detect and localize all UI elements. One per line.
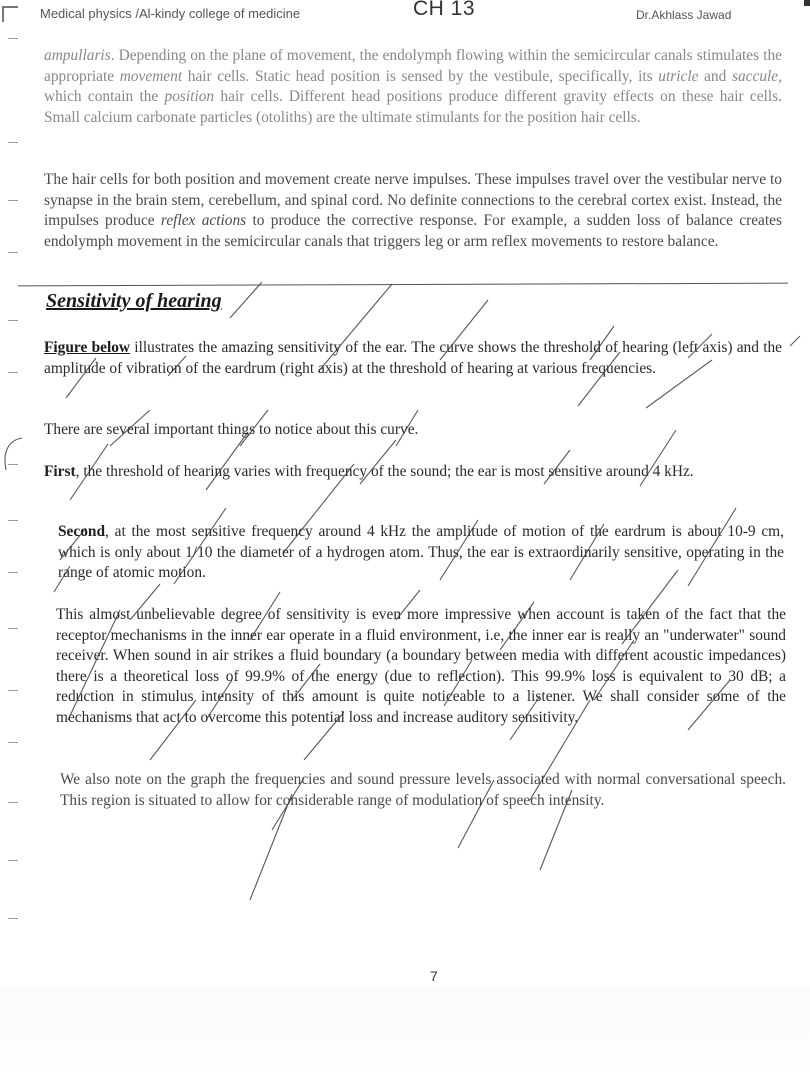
margin-tick bbox=[8, 200, 18, 201]
margin-tick bbox=[8, 802, 18, 803]
section-divider bbox=[18, 283, 788, 287]
margin-tick bbox=[8, 142, 18, 143]
margin-tick bbox=[8, 520, 18, 521]
pen-stroke bbox=[790, 336, 800, 346]
margin-tick bbox=[8, 742, 18, 743]
paragraph-sensitivity: This almost unbelievable degree of sensitivity is even more impressive when account is taken of the fact that the receptor mechanisms in the inner ear operate in a fluid environment, i.e, the inner ear is really an "underwater" sound receiver. When sound in air strikes a fluid boundary (a boundary between media with different acoustic impedances) there is a theoretical loss of 99.9% of the energy (due to reflection). This 99.9% loss is equivalent to 30 dB; a reduction in stimulus intensity of this amount is quite noticeable to a listener. We shall consider some of the mechanisms that act to overcome this potential loss and increase auditory sensitivity. bbox=[56, 606, 786, 726]
header-author: Dr.Akhlass Jawad bbox=[636, 8, 732, 22]
paragraph-nerve-impulses: The hair cells for both position and movement create nerve impulses. These impulses travel over the vestibular nerve to synapse in the brain stem, cerebellum, and spinal cord. No definite connections to the cerebral cortex exist. Instead, the impulses produce reflex actions to produce the corrective response. For example, a sudden loss of balance creates endolymph movement in the semicircular canals that triggers leg or arm reflex movements to restore balance. bbox=[44, 171, 782, 250]
page-number: 7 bbox=[430, 968, 438, 984]
margin-tick bbox=[8, 628, 18, 629]
margin-tick bbox=[8, 252, 18, 253]
paragraph-first: First, the threshold of hearing varies with frequency of the sound; the ear is most sensitive around 4 kHz. bbox=[44, 463, 694, 480]
paragraph-notice: There are several important things to notice about this curve. bbox=[44, 421, 419, 438]
paragraph-figure-intro: Figure below illustrates the amazing sensitivity of the ear. The curve shows the threshold of hearing (left axis) and the amplitude of vibration of the eardrum (right axis) at the threshold of hearing at various frequencies. bbox=[44, 339, 782, 377]
header-institution: Medical physics /Al-kindy college of medicine bbox=[40, 6, 301, 21]
section-heading: Sensitivity of hearing bbox=[46, 290, 222, 312]
margin-tick bbox=[8, 860, 18, 861]
scan-bottom-margin bbox=[0, 985, 810, 1080]
pen-stroke bbox=[5, 438, 22, 470]
scan-corner-mark-right bbox=[804, 0, 810, 6]
paragraph-speech: We also note on the graph the frequencies and sound pressure levels associated with normal conversational speech. This region is situated to allow for considerable range of modulation of speech intensity. bbox=[60, 771, 786, 809]
paragraph-second: Second, at the most sensitive frequency around 4 kHz the amplitude of motion of the eardrum is about 10-9 cm, which is only about 1/10 the diameter of a hydrogen atom. Thus, the ear is extraordinarily sensitive, operating in the range of atomic motion. bbox=[58, 523, 784, 581]
header-chapter: CH 13 bbox=[413, 0, 476, 20]
margin-tick bbox=[8, 690, 18, 691]
margin-tick bbox=[8, 464, 18, 465]
margin-tick bbox=[8, 320, 18, 321]
margin-tick bbox=[8, 372, 18, 373]
margin-tick bbox=[8, 572, 18, 573]
scan-corner-mark bbox=[2, 6, 18, 22]
margin-tick bbox=[8, 38, 18, 39]
pen-stroke bbox=[230, 282, 262, 318]
margin-tick bbox=[8, 918, 18, 919]
paragraph-vestibular: ampullaris. Depending on the plane of movement, the endolymph flowing within the semicircular canals stimulates the appropriate movement hair cells. Static head position is sensed by the vestibule, specifically, its utricle and saccule, which contain the position hair cells. Different head positions produce different gravity effects on these hair cells. Small calcium carbonate particles (otoliths) are the ultimate stimulants for the position hair cells. bbox=[44, 47, 782, 126]
